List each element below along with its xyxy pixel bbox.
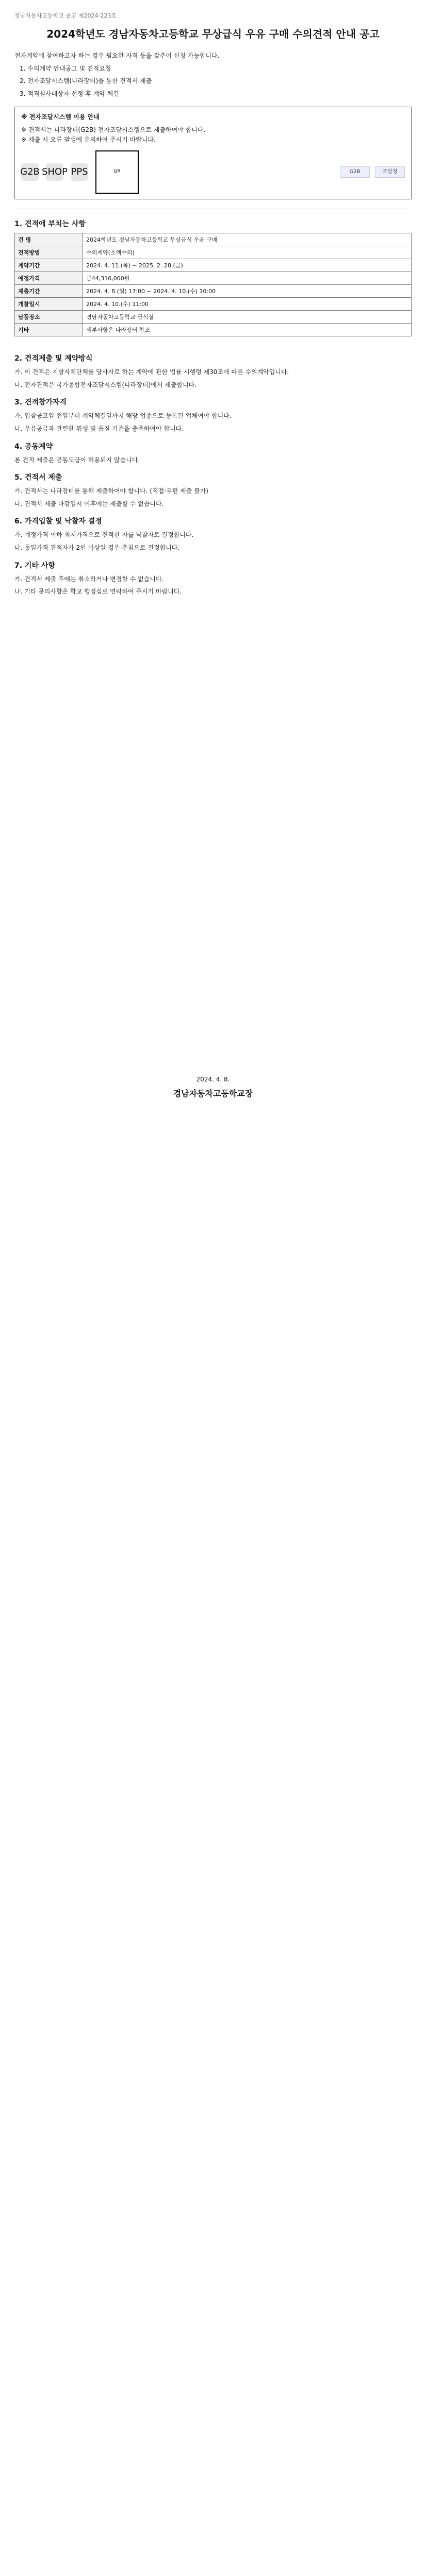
intro-bullet-3: 3. 적격심사대상자 선정 후 계약 체결 — [20, 90, 119, 97]
table-row — [15, 233, 412, 246]
info-table — [14, 233, 412, 336]
section-2-paragraph-2: 나. 전자견적은 국가종합전자조달시스템(나라장터)에서 제출합니다. — [14, 381, 197, 388]
shop-icon[interactable] — [42, 163, 68, 181]
table-cell: 2024. 4. 10.(수) 11:00 — [83, 298, 412, 311]
section-1-title: 1. 견적에 부치는 사항 — [14, 220, 86, 229]
logo-icon-1: G2B — [340, 166, 370, 178]
table-cell: 개찰일시 — [15, 298, 83, 311]
notice-line-2: ※ 제출 시 오류 발생에 유의하여 주시기 바랍니다. — [21, 135, 156, 143]
table-cell: 2024. 4. 11.(목) ~ 2025. 2. 28.(금) — [83, 259, 412, 272]
section-6-title: 6. 가격입찰 및 낙찰자 결정 — [14, 517, 102, 526]
issue-date: 2024. 4. 8. — [196, 1075, 230, 1083]
table-cell: 2024학년도 경남자동차고등학교 무상급식 우유 구매 — [83, 233, 412, 246]
table-cell: 수의계약(소액수의) — [83, 246, 412, 259]
table-cell: 2024. 4. 8.(월) 17:00 ~ 2024. 4. 10.(수) 10:00 — [83, 285, 412, 298]
qr-code-icon[interactable] — [95, 150, 139, 194]
section-6-paragraph-1: 가. 예정가격 이하 최저가격으로 견적한 자를 낙찰자로 결정합니다. — [14, 531, 194, 539]
table-row — [15, 259, 412, 272]
logo-row — [340, 166, 405, 178]
pps-label: PPS — [71, 166, 88, 178]
table-cell: 경남자동차고등학교 급식실 — [83, 311, 412, 324]
section-5-title: 5. 견적서 제출 — [14, 473, 62, 482]
section-2-paragraph-1: 가. 이 견적은 지방자치단체를 당사자로 하는 계약에 관한 법률 시행령 제30조에 따른 수의계약입니다. — [14, 368, 289, 376]
table-row — [15, 311, 412, 324]
intro-bullet-1: 1. 수의계약 안내공고 및 견적요청 — [20, 64, 111, 72]
notice-box — [14, 107, 412, 199]
page-title: 2024학년도 경남자동차고등학교 무상급식 우유 구매 수의견적 안내 공고 — [46, 28, 380, 40]
table-row — [15, 324, 412, 336]
table-cell: 계약기간 — [15, 259, 83, 272]
notice-line-1: ※ 견적서는 나라장터(G2B) 전자조달시스템으로 제출하여야 합니다. — [21, 126, 206, 133]
service-icons-row — [21, 144, 405, 194]
section-7-paragraph-2: 나. 기타 문의사항은 학교 행정실로 연락하여 주시기 바랍니다. — [14, 588, 182, 596]
table-row — [15, 246, 412, 259]
table-cell: 납품장소 — [15, 311, 83, 324]
logo-icon-2: 조달청 — [375, 166, 405, 178]
intro-bullet-2: 2. 전자조달시스템(나라장터)을 통한 견적서 제출 — [20, 77, 152, 85]
pps-icon[interactable] — [71, 163, 88, 181]
section-3-title: 3. 견적참가자격 — [14, 398, 67, 407]
table-cell: 세부사항은 나라장터 참조 — [83, 324, 412, 336]
table-row — [15, 272, 412, 285]
section-2-title: 2. 견적제출 및 계약방식 — [14, 354, 93, 363]
shop-label: SHOP — [42, 166, 68, 178]
section-3-paragraph-1: 가. 입찰공고일 전일부터 계약체결일까지 해당 업종으로 등록된 업체여야 합니다. — [14, 412, 232, 420]
section-5-paragraph-2: 나. 견적서 제출 마감일시 이후에는 제출할 수 없습니다. — [14, 500, 164, 507]
g2b-icon[interactable] — [21, 163, 39, 181]
section-7-paragraph-1: 가. 견적서 제출 후에는 취소하거나 변경할 수 없습니다. — [14, 575, 164, 583]
g2b-label: G2B — [20, 166, 40, 178]
intro-paragraph: 전자계약에 참여하고자 하는 경우 필요한 자격 등을 갖추어 신청 가능합니다. — [14, 52, 220, 59]
table-cell: 금44,316,000원 — [83, 272, 412, 285]
section-7-title: 7. 기타 사항 — [14, 561, 55, 570]
section-6-paragraph-2: 나. 동일가격 견적자가 2인 이상일 경우 추첨으로 결정합니다. — [14, 544, 180, 551]
table-row — [15, 298, 412, 311]
section-4-title: 4. 공동계약 — [14, 442, 53, 451]
qr-label: QR — [113, 169, 121, 175]
section-5-paragraph-1: 가. 견적서는 나라장터를 통해 제출하여야 합니다. (직접·우편 제출 불가) — [14, 487, 208, 495]
notice-title: ※ 전자조달시스템 이용 안내 — [21, 113, 100, 121]
table-cell: 기타 — [15, 324, 83, 336]
table-cell: 예정가격 — [15, 272, 83, 285]
table-cell: 제출기간 — [15, 285, 83, 298]
top-notice: 경남자동차고등학교 공고 제2024-223호 — [14, 12, 117, 19]
issuer-name: 경남자동차고등학교장 — [173, 1088, 253, 1098]
table-cell: 건 명 — [15, 233, 83, 246]
section-4-paragraph: 본 견적 제출은 공동도급이 허용되지 않습니다. — [14, 456, 140, 464]
table-row — [15, 285, 412, 298]
table-cell: 견적방법 — [15, 246, 83, 259]
section-3-paragraph-2: 나. 우유공급과 관련한 위생 및 품질 기준을 충족하여야 합니다. — [14, 425, 184, 432]
